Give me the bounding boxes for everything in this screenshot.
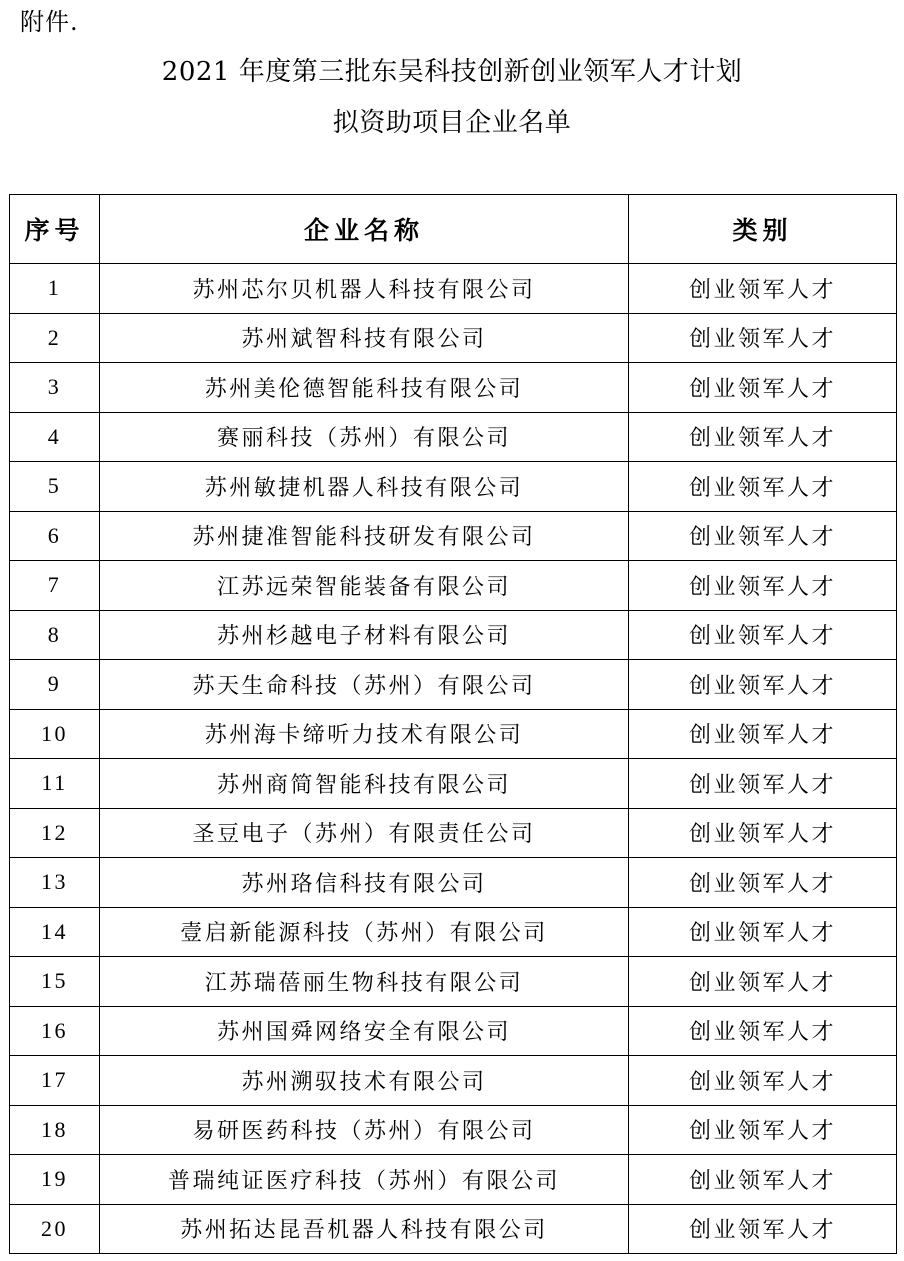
row-number: 15 (10, 957, 100, 1007)
category: 创业领军人才 (629, 1105, 897, 1155)
category: 创业领军人才 (629, 561, 897, 611)
category: 创业领军人才 (629, 1204, 897, 1254)
category: 创业领军人才 (629, 957, 897, 1007)
row-number: 10 (10, 709, 100, 759)
category: 创业领军人才 (629, 610, 897, 660)
row-number: 12 (10, 808, 100, 858)
table-row (10, 264, 897, 314)
category: 创业领军人才 (629, 511, 897, 561)
column-header-category: 类别 (629, 195, 897, 264)
company-name: 苏州珞信科技有限公司 (100, 858, 629, 908)
attachment-label: 附件. (20, 8, 79, 36)
row-number: 16 (10, 1006, 100, 1056)
company-name: 苏州芯尔贝机器人科技有限公司 (100, 264, 629, 314)
table-row (10, 561, 897, 611)
row-number: 13 (10, 858, 100, 908)
row-number: 9 (10, 660, 100, 710)
category: 创业领军人才 (629, 808, 897, 858)
row-number: 17 (10, 1056, 100, 1106)
row-number: 3 (10, 363, 100, 413)
company-name: 苏州捷准智能科技研发有限公司 (100, 511, 629, 561)
table-row (10, 412, 897, 462)
row-number: 20 (10, 1204, 100, 1254)
category: 创业领军人才 (629, 759, 897, 809)
document-title-line1: 2021 年度第三批东吴科技创新创业领军人才计划 (161, 57, 743, 87)
company-name: 普瑞纯证医疗科技（苏州）有限公司 (100, 1155, 629, 1205)
company-name: 苏州敏捷机器人科技有限公司 (100, 462, 629, 512)
category: 创业领军人才 (629, 1006, 897, 1056)
table-row (10, 957, 897, 1007)
table-row (10, 808, 897, 858)
document-title-line2: 拟资助项目企业名单 (332, 108, 572, 138)
table-header (10, 195, 897, 264)
company-name: 江苏瑞蓓丽生物科技有限公司 (100, 957, 629, 1007)
table-row (10, 1155, 897, 1205)
table-row (10, 511, 897, 561)
row-number: 4 (10, 412, 100, 462)
table-row (10, 610, 897, 660)
row-number: 2 (10, 313, 100, 363)
company-name: 苏州美伦德智能科技有限公司 (100, 363, 629, 413)
category: 创业领军人才 (629, 907, 897, 957)
company-name: 苏州商简智能科技有限公司 (100, 759, 629, 809)
column-header-number: 序号 (10, 195, 100, 264)
category: 创业领军人才 (629, 264, 897, 314)
row-number: 18 (10, 1105, 100, 1155)
company-name: 圣豆电子（苏州）有限责任公司 (100, 808, 629, 858)
table-row (10, 1105, 897, 1155)
company-name: 苏州国舜网络安全有限公司 (100, 1006, 629, 1056)
company-name: 苏州拓达昆吾机器人科技有限公司 (100, 1204, 629, 1254)
company-name: 苏州海卡缔听力技术有限公司 (100, 709, 629, 759)
table-row (10, 907, 897, 957)
company-name: 江苏远荣智能装备有限公司 (100, 561, 629, 611)
category: 创业领军人才 (629, 363, 897, 413)
table-row (10, 858, 897, 908)
column-header-company-name: 企业名称 (100, 195, 629, 264)
category: 创业领军人才 (629, 313, 897, 363)
header-row (10, 195, 897, 264)
row-number: 8 (10, 610, 100, 660)
company-name: 苏天生命科技（苏州）有限公司 (100, 660, 629, 710)
category: 创业领军人才 (629, 1056, 897, 1106)
row-number: 1 (10, 264, 100, 314)
table-row (10, 1006, 897, 1056)
category: 创业领军人才 (629, 660, 897, 710)
table-row (10, 709, 897, 759)
row-number: 19 (10, 1155, 100, 1205)
category: 创业领军人才 (629, 412, 897, 462)
row-number: 7 (10, 561, 100, 611)
row-number: 5 (10, 462, 100, 512)
category: 创业领军人才 (629, 462, 897, 512)
table-body (10, 264, 897, 1254)
table-row (10, 313, 897, 363)
table-row (10, 462, 897, 512)
table-row (10, 759, 897, 809)
company-name: 赛丽科技（苏州）有限公司 (100, 412, 629, 462)
table-row (10, 1204, 897, 1254)
company-list-table (9, 194, 897, 1254)
category: 创业领军人才 (629, 858, 897, 908)
company-name: 苏州斌智科技有限公司 (100, 313, 629, 363)
category: 创业领军人才 (629, 1155, 897, 1205)
row-number: 6 (10, 511, 100, 561)
company-name: 易研医药科技（苏州）有限公司 (100, 1105, 629, 1155)
table-row (10, 660, 897, 710)
category: 创业领军人才 (629, 709, 897, 759)
row-number: 14 (10, 907, 100, 957)
company-name: 壹启新能源科技（苏州）有限公司 (100, 907, 629, 957)
row-number: 11 (10, 759, 100, 809)
table-row (10, 1056, 897, 1106)
company-name: 苏州杉越电子材料有限公司 (100, 610, 629, 660)
company-name: 苏州溯驭技术有限公司 (100, 1056, 629, 1106)
table-row (10, 363, 897, 413)
